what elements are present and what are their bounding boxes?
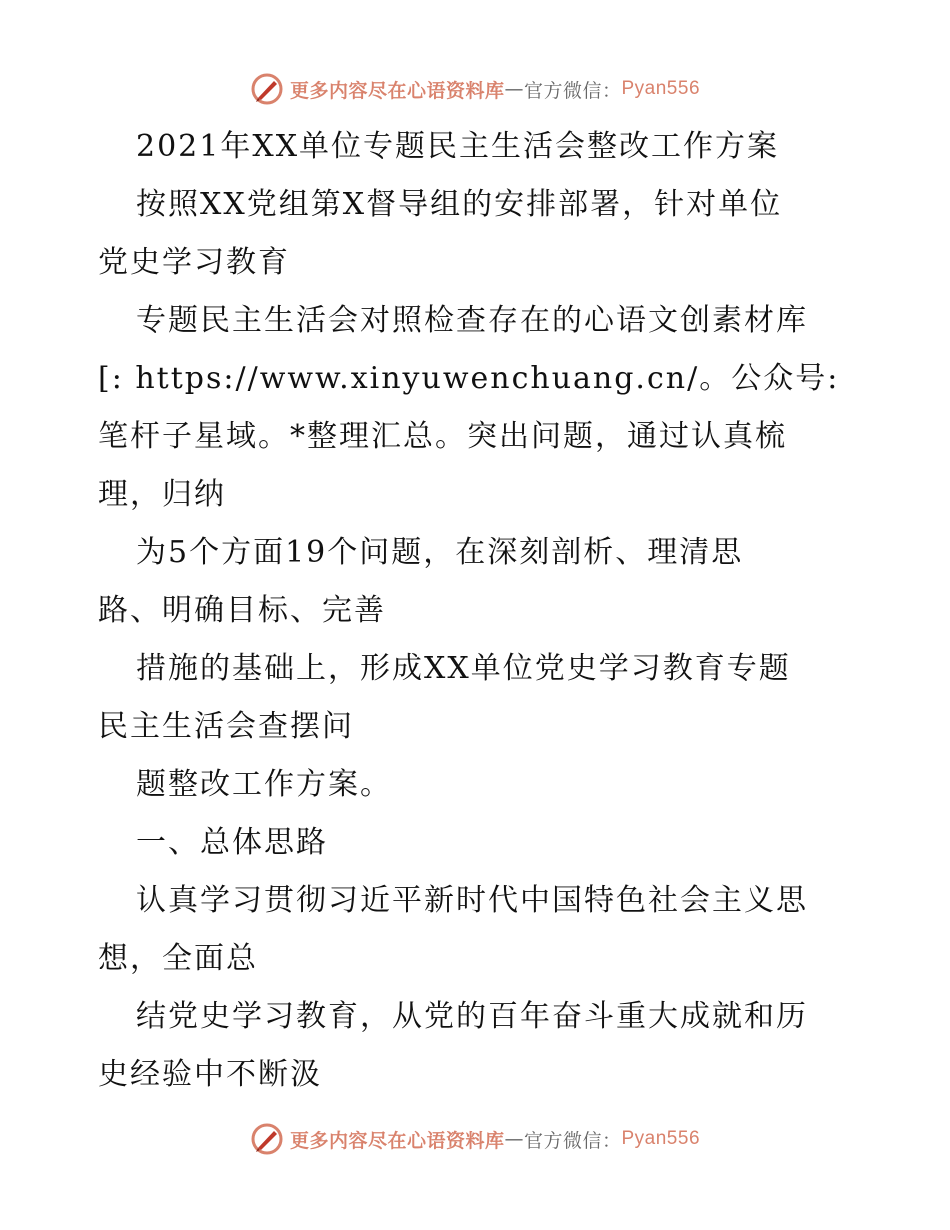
- watermark-text: [290, 1126, 700, 1153]
- paragraph-line: 按照XX党组第X督导组的安排部署，针对单位: [136, 187, 783, 222]
- watermark-wechat-id: Pyan556: [621, 1128, 701, 1149]
- paragraph-line: 为5个方面19个问题，在深刻剖析、理清思: [136, 535, 744, 570]
- paragraph-line: 笔杆子星域。*整理汇总。突出问题，通过认真梳: [98, 419, 787, 454]
- paragraph-line: 理，归纳: [98, 477, 226, 512]
- paragraph-line: 措施的基础上，形成XX单位党史学习教育专题: [136, 651, 791, 686]
- document-body: [98, 118, 858, 1104]
- paragraph-line: 想，全面总: [98, 941, 258, 976]
- paragraph-line: 路、明确目标、完善: [98, 593, 386, 628]
- watermark-sub-text: 官方微信：: [523, 79, 622, 102]
- watermark-main-text: 更多内容尽在心语资料库: [289, 1129, 505, 1152]
- watermark-wechat-id: Pyan556: [621, 78, 701, 99]
- paragraph-line: 结党史学习教育，从党的百年奋斗重大成就和历: [136, 999, 808, 1034]
- watermark-sub-text: 官方微信：: [523, 1129, 622, 1152]
- paragraph-line: 专题民主生活会对照检查存在的心语文创素材库: [136, 303, 808, 338]
- watermark-main-text: 更多内容尽在心语资料库: [289, 79, 505, 102]
- paragraph-line: [: https://www.xinyuwenchuang.cn/。公众号:: [98, 361, 840, 396]
- footer-watermark-banner: [0, 1122, 950, 1156]
- paragraph-line: 史经验中不断汲: [98, 1057, 322, 1092]
- paragraph-line: 党史学习教育: [98, 245, 290, 280]
- watermark-separator: —: [504, 1128, 524, 1150]
- header-watermark-banner: [0, 72, 950, 106]
- paragraph-line: 题整改工作方案。: [136, 767, 392, 802]
- paragraph-line: 认真学习贯彻习近平新时代中国特色社会主义思: [136, 883, 808, 918]
- watermark-separator: —: [504, 78, 524, 100]
- quill-pen-logo-icon: [250, 1122, 284, 1156]
- watermark-text: [290, 76, 700, 103]
- paragraph-line: 民主生活会查摆问: [98, 709, 354, 744]
- section-heading: 一、总体思路: [136, 825, 328, 860]
- quill-pen-logo-icon: [250, 72, 284, 106]
- document-title: 2021年XX单位专题民主生活会整改工作方案: [136, 129, 780, 164]
